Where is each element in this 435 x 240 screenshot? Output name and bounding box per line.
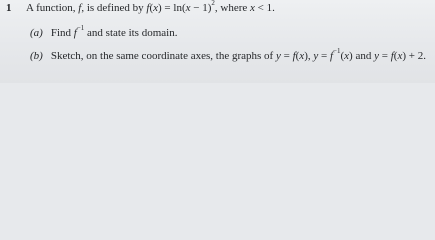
part-b-text: ) and — [349, 50, 375, 62]
intro-text: , is defined by — [81, 2, 147, 14]
inverse-exponent: −1 — [333, 47, 341, 56]
variable-x: x — [344, 50, 350, 62]
function-symbol: f — [329, 50, 334, 62]
variable-y: y — [275, 50, 281, 62]
function-symbol: f — [73, 27, 77, 39]
variable-x: x — [185, 2, 191, 14]
question-intro — [26, 2, 275, 14]
part-b-text: Sketch, on the same coordinate axes, the graphs of — [50, 50, 276, 62]
part-b-text: ( — [295, 50, 300, 62]
intro-text: − 1) — [190, 2, 212, 14]
question-number: 1 — [6, 2, 12, 14]
exponent: 2 — [211, 0, 215, 8]
variable-y: y — [374, 50, 379, 62]
variable-x: x — [153, 2, 159, 14]
variable-x: x — [250, 2, 255, 14]
function-symbol: f — [78, 2, 82, 14]
variable-y: y — [313, 50, 319, 62]
function-symbol: f — [146, 2, 150, 14]
variable-x: x — [299, 50, 305, 62]
part-b — [30, 47, 426, 62]
variable-x: x — [397, 50, 403, 62]
part-b-text: = — [318, 50, 330, 62]
part-b-label: (b) — [30, 50, 43, 62]
part-a-text: Find — [50, 27, 74, 39]
part-b-text: ), — [304, 50, 314, 62]
intro-text: ) = ln( — [158, 2, 186, 14]
inverse-exponent: −1 — [76, 24, 85, 33]
part-a — [30, 24, 178, 39]
function-symbol: f — [292, 50, 296, 62]
intro-text: < 1. — [254, 2, 275, 14]
function-symbol: f — [390, 50, 394, 62]
part-b-text: ) + 2. — [402, 50, 426, 62]
part-a-label: (a) — [30, 27, 43, 39]
intro-text: A function, — [26, 2, 79, 14]
part-b-text: ( — [340, 50, 345, 62]
intro-text: ( — [149, 2, 154, 14]
part-b-text: = — [378, 50, 391, 62]
intro-text: , where — [214, 2, 250, 14]
part-b-text: ( — [393, 50, 398, 62]
part-b-text: = — [280, 50, 293, 62]
part-a-text: and state its domain. — [84, 27, 178, 39]
question-sheet — [0, 0, 435, 83]
